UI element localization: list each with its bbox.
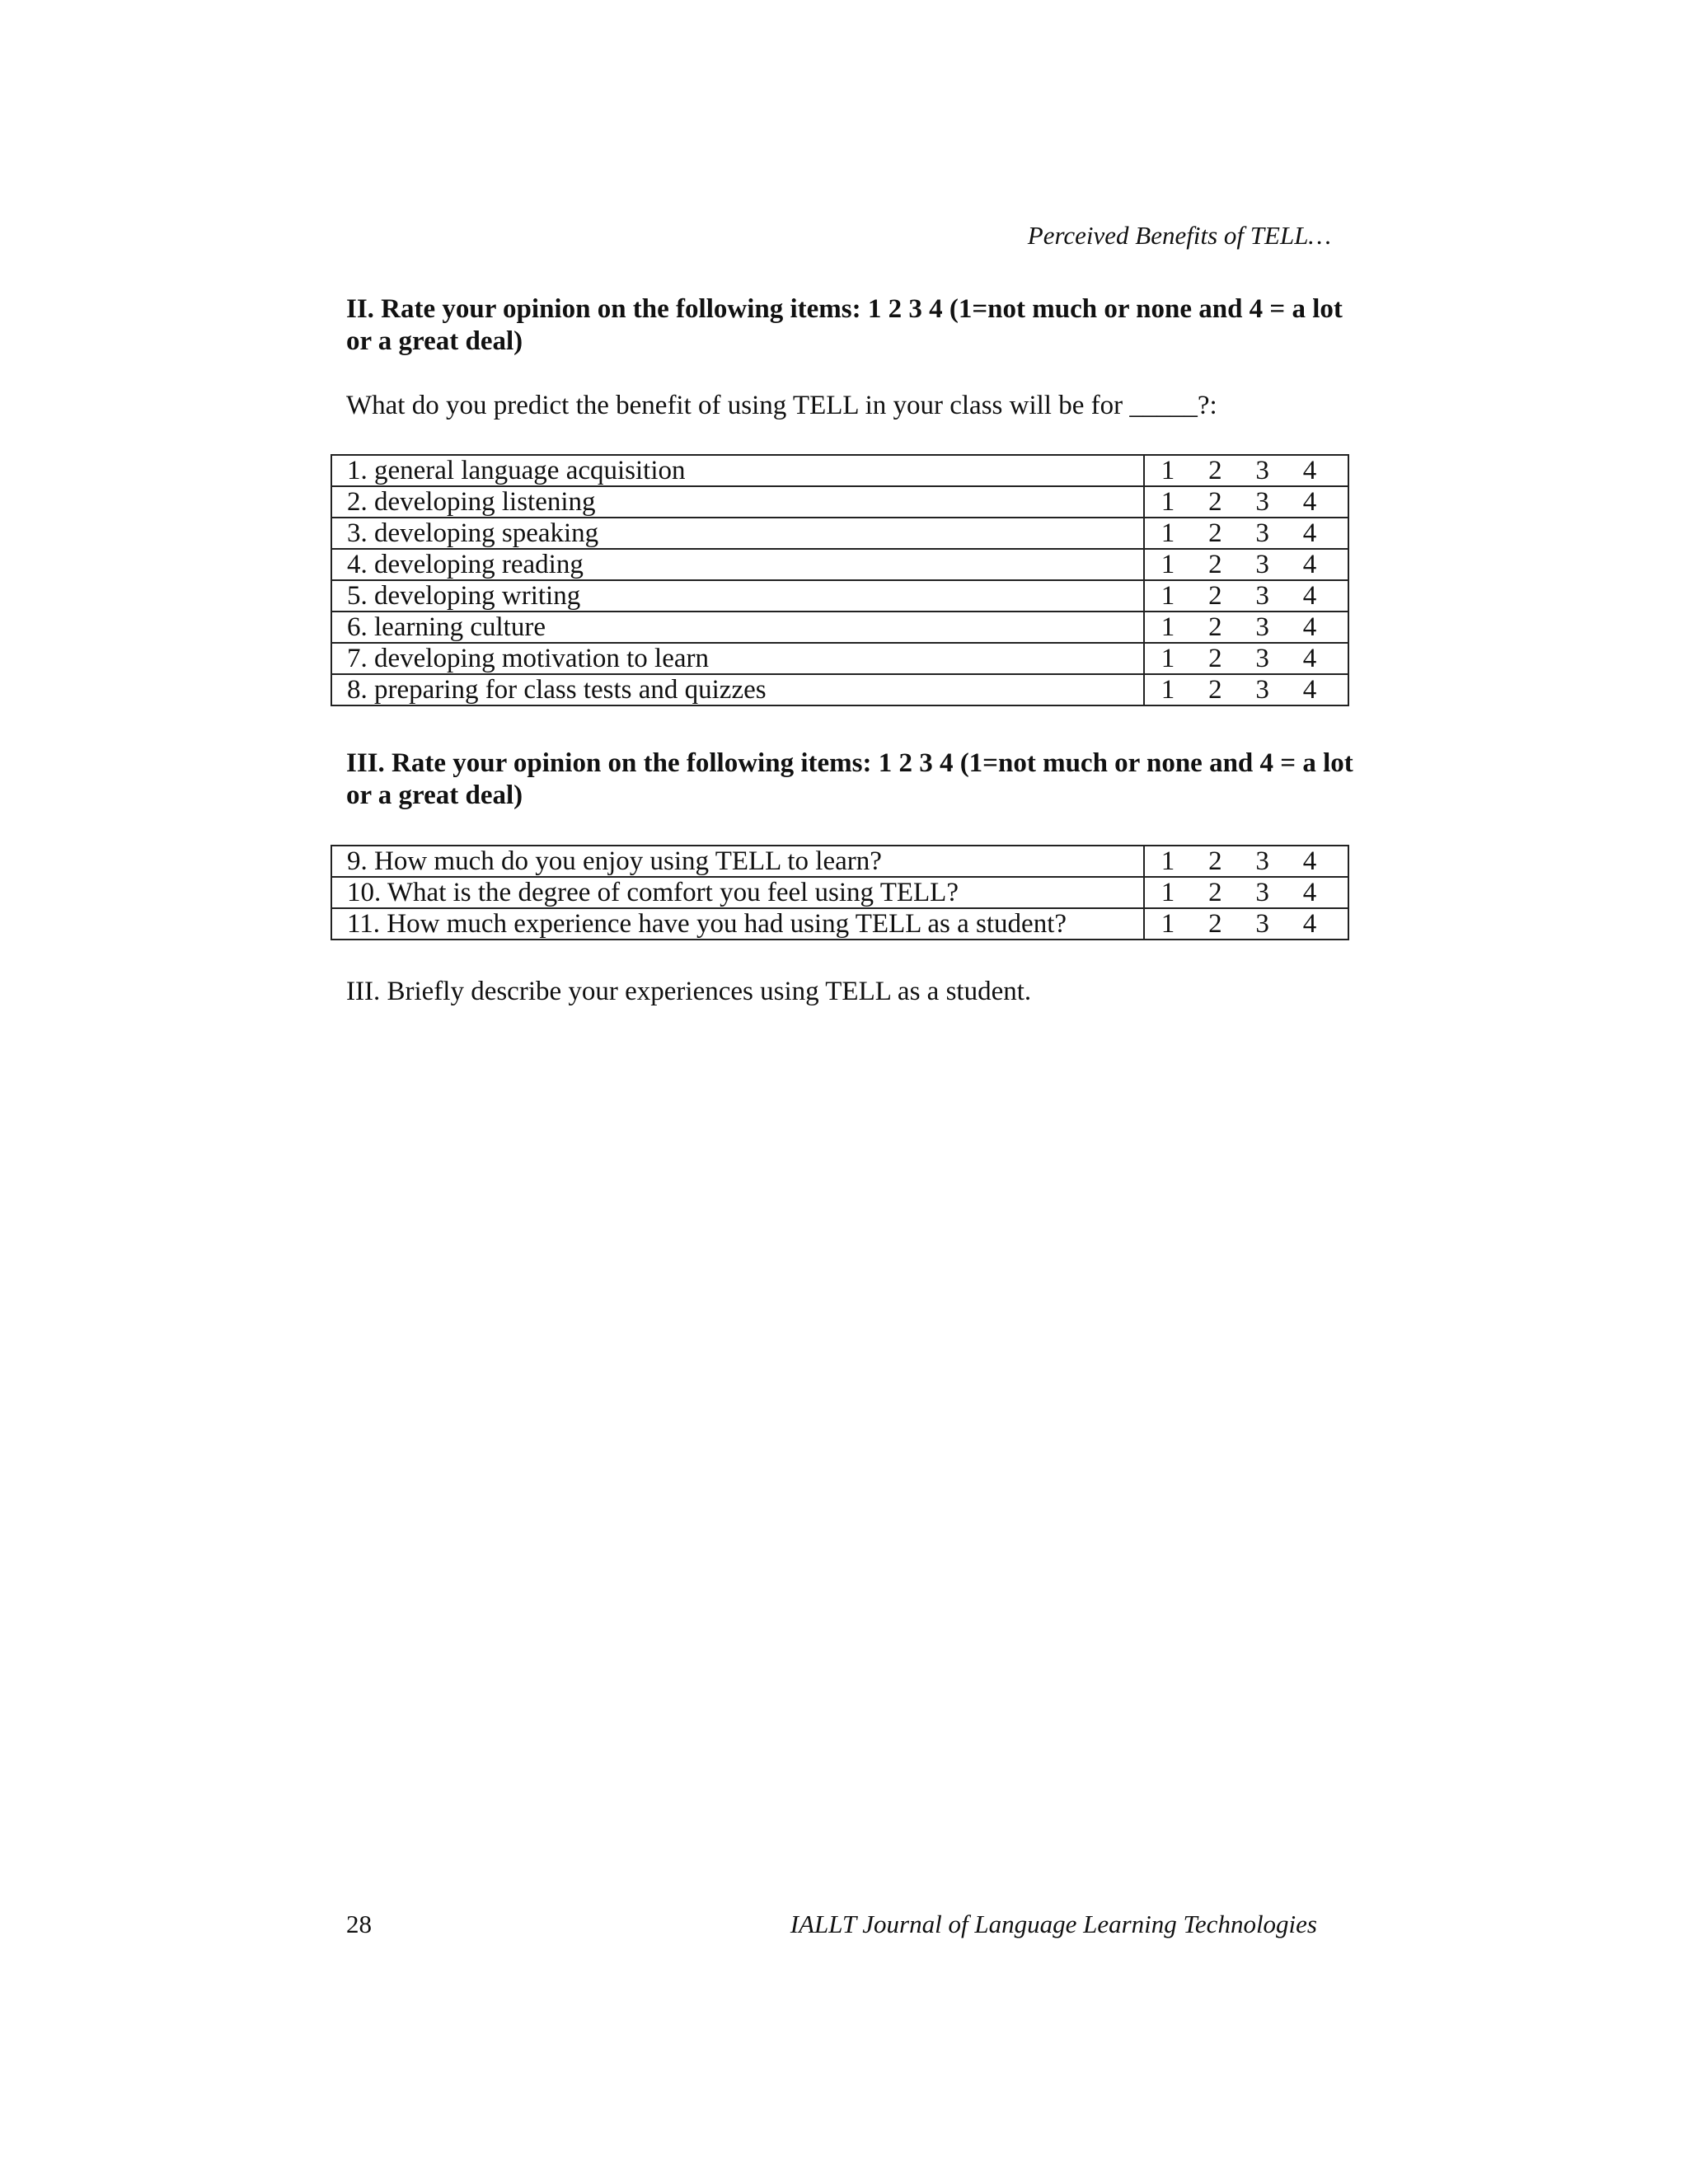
rating-scale [1144, 908, 1348, 940]
rating-option[interactable]: 2 [1208, 878, 1222, 907]
rating-scale [1144, 643, 1348, 674]
rating-option[interactable]: 1 [1160, 518, 1175, 548]
rating-option[interactable]: 4 [1302, 550, 1317, 579]
table-row [331, 643, 1348, 674]
survey-item-label: 3. developing speaking [331, 518, 1144, 549]
table-row [331, 549, 1348, 580]
table-row [331, 455, 1348, 486]
table-row [331, 518, 1348, 549]
rating-scale [1144, 549, 1348, 580]
rating-scale [1144, 518, 1348, 549]
table-row [331, 908, 1348, 940]
rating-option[interactable]: 1 [1160, 550, 1175, 579]
rating-option[interactable]: 4 [1302, 487, 1317, 517]
rating-option[interactable]: 2 [1208, 675, 1222, 705]
table-row [331, 877, 1348, 908]
running-head: Perceived Benefits of TELL… [1027, 221, 1331, 250]
rating-option[interactable]: 3 [1255, 550, 1269, 579]
benefits-rating-table [331, 454, 1349, 706]
table-row [331, 612, 1348, 643]
section-3-heading: III. Rate your opinion on the following items: 1 2 3 4 (1=not much or none and 4 = a lot or a great deal) [346, 748, 1353, 810]
survey-item-label: 8. preparing for class tests and quizzes [331, 674, 1144, 705]
rating-scale [1144, 580, 1348, 612]
rating-scale [1144, 612, 1348, 643]
survey-item-label: 1. general language acquisition [331, 455, 1144, 486]
rating-option[interactable]: 3 [1255, 487, 1269, 517]
rating-option[interactable]: 2 [1208, 612, 1222, 642]
rating-option[interactable]: 2 [1208, 456, 1222, 485]
rating-scale [1144, 455, 1348, 486]
rating-option[interactable]: 3 [1255, 612, 1269, 642]
survey-item-label: 7. developing motivation to learn [331, 643, 1144, 674]
rating-option[interactable]: 1 [1160, 487, 1175, 517]
table-row [331, 580, 1348, 612]
rating-option[interactable]: 3 [1255, 909, 1269, 939]
survey-item-label: 2. developing listening [331, 486, 1144, 518]
journal-name: IALLT Journal of Language Learning Technologies [790, 1910, 1317, 1938]
table-row [331, 674, 1348, 705]
rating-option[interactable]: 4 [1302, 612, 1317, 642]
experience-rating-table [331, 845, 1349, 940]
rating-option[interactable]: 1 [1160, 675, 1175, 705]
rating-scale [1144, 674, 1348, 705]
rating-option[interactable]: 2 [1208, 909, 1222, 939]
rating-option[interactable]: 2 [1208, 518, 1222, 548]
rating-option[interactable]: 3 [1255, 644, 1269, 673]
rating-option[interactable]: 2 [1208, 644, 1222, 673]
survey-item-label: 10. What is the degree of comfort you feel using TELL? [331, 877, 1144, 908]
rating-scale [1144, 846, 1348, 877]
rating-option[interactable]: 1 [1160, 846, 1175, 876]
survey-item-label: 6. learning culture [331, 612, 1144, 643]
rating-scale [1144, 877, 1348, 908]
rating-option[interactable]: 1 [1160, 612, 1175, 642]
describe-experience-prompt: III. Briefly describe your experiences using TELL as a student. [346, 977, 1032, 1006]
rating-option[interactable]: 2 [1208, 550, 1222, 579]
rating-option[interactable]: 3 [1255, 581, 1269, 611]
section-2-prompt: What do you predict the benefit of using TELL in your class will be for _____?: [346, 391, 1217, 420]
table-row [331, 846, 1348, 877]
rating-option[interactable]: 3 [1255, 456, 1269, 485]
rating-option[interactable]: 4 [1302, 456, 1317, 485]
rating-option[interactable]: 1 [1160, 456, 1175, 485]
rating-option[interactable]: 4 [1302, 878, 1317, 907]
rating-option[interactable]: 3 [1255, 878, 1269, 907]
rating-option[interactable]: 2 [1208, 581, 1222, 611]
rating-option[interactable]: 1 [1160, 878, 1175, 907]
rating-option[interactable]: 1 [1160, 581, 1175, 611]
rating-option[interactable]: 1 [1160, 909, 1175, 939]
page-number: 28 [346, 1910, 372, 1938]
survey-item-label: 4. developing reading [331, 549, 1144, 580]
survey-item-label: 11. How much experience have you had using TELL as a student? [331, 908, 1144, 940]
section-2-heading: II. Rate your opinion on the following items: 1 2 3 4 (1=not much or none and 4 = a lot or a great deal) [346, 294, 1343, 356]
rating-option[interactable]: 3 [1255, 846, 1269, 876]
survey-item-label: 9. How much do you enjoy using TELL to learn? [331, 846, 1144, 877]
rating-option[interactable]: 4 [1302, 909, 1317, 939]
rating-option[interactable]: 2 [1208, 487, 1222, 517]
rating-option[interactable]: 4 [1302, 846, 1317, 876]
rating-option[interactable]: 4 [1302, 675, 1317, 705]
survey-item-label: 5. developing writing [331, 580, 1144, 612]
rating-option[interactable]: 4 [1302, 644, 1317, 673]
rating-option[interactable]: 3 [1255, 518, 1269, 548]
rating-option[interactable]: 3 [1255, 675, 1269, 705]
rating-option[interactable]: 4 [1302, 518, 1317, 548]
rating-scale [1144, 486, 1348, 518]
rating-option[interactable]: 4 [1302, 581, 1317, 611]
rating-option[interactable]: 2 [1208, 846, 1222, 876]
rating-option[interactable]: 1 [1160, 644, 1175, 673]
table-row [331, 486, 1348, 518]
